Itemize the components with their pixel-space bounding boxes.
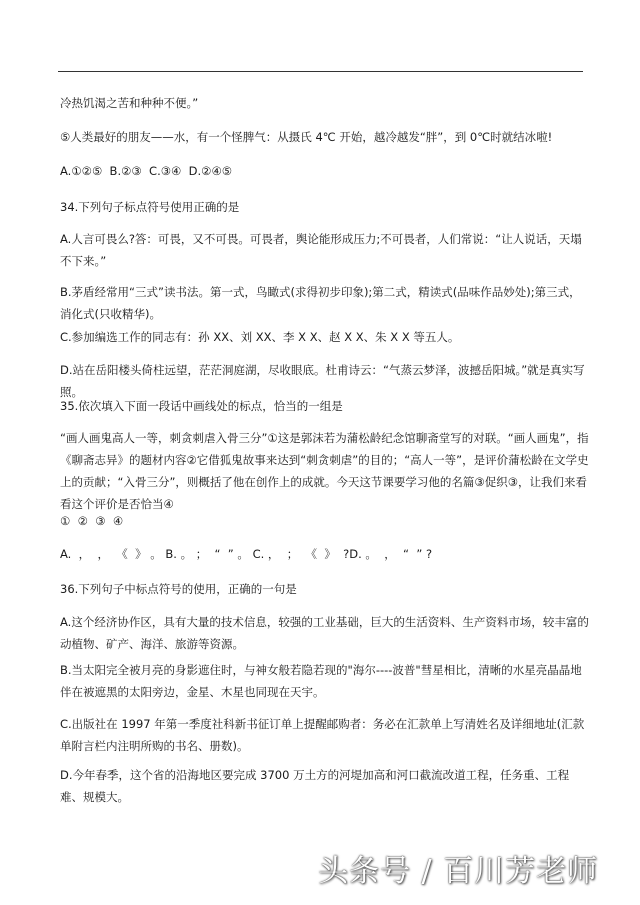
question-35: 35.依次填入下面一段话中画线处的标点，恰当的一组是 xyxy=(60,399,343,413)
question-36-option-b: B.当太阳完全被月亮的身影遮住时，与神女般若隐若现的"海尔----波普"彗星相比，清晰的水星亮晶晶地伴在被遮黑的太阳旁边，金星、木星也同现在天宇。 xyxy=(60,663,582,699)
question-34-option-c: C.参加编选工作的同志有：孙 XX、刘 XX、李 X X、赵 X X、朱 X X 等五人。 xyxy=(60,330,460,344)
question-34-option-d: D.站在岳阳楼头倚柱远望，茫茫洞庭湖，尽收眼底。杜甫诗云：“气蒸云梦泽，波撼岳阳城。”就是真实写照。 xyxy=(60,363,585,399)
text-line-2: ⑤人类最好的朋友——水，有一个怪脾气：从摄氏 4℃ 开始，越冷越发“胖”，到 0℃时就结冰啦! xyxy=(60,130,553,144)
question-36-option-a: A.这个经济协作区，具有大量的技术信息，较强的工业基础，巨大的生活资料、生产资料市场，较丰富的动植物、矿产、海洋、旅游等资源。 xyxy=(60,615,589,651)
question-34-option-b: B.茅盾经常用“三式”读书法。第一式，鸟瞰式(求得初步印象);第二式，精读式(品味作品妙处);第三式，消化式(只收精华)。 xyxy=(60,285,581,321)
question-34-option-a: A.人言可畏么?答：可畏，又不可畏。可畏者，舆论能形成压力;不可畏者，人们常说：“让人说话，天塌不下来。” xyxy=(60,232,582,268)
question-35-options: A. ， ， 《 》 。 B. 。 ； “ ” 。 C. ， ； 《 》 ?D. 。 ， “ ” ? xyxy=(60,547,433,561)
header-rule xyxy=(58,71,583,72)
text-line-1: 冷热饥渴之苦和种种不便。” xyxy=(60,96,199,110)
question-34: 34.下列句子标点符号使用正确的是 xyxy=(60,200,240,214)
watermark: 头条号 / 百川芳老师 xyxy=(318,854,599,889)
question-36-option-d: D.今年春季，这个省的沿海地区要完成 3700 万土方的河堤加高和河口截流改道工程，任务重、工程难、规模大。 xyxy=(60,768,570,804)
question-35-passage: “画人画鬼高人一等，刺贪刺虐入骨三分”①这是郭沫若为蒲松龄纪念馆聊斋堂写的对联。“画人画鬼”，指《聊斋志异》的题材内容②它借狐鬼故事来达到“刺贪刺虐”的目的；“高人一等”，是评价蒲松龄在文学史上的贡献；“入骨三分”，则概括了他在创作上的成就。今天这节课要学习他的名篇③促织③，让我们来看看这个评价是否恰当④ xyxy=(60,431,589,511)
question-36-option-c: C.出版社在 1997 年第一季度社科新书征订单上提醒邮购者：务必在汇款单上写清姓名及详细地址(汇款单附言栏内注明所购的书名、册数)。 xyxy=(60,717,585,753)
options-line: A.①②⑤ B.②③ C.③④ D.②④⑤ xyxy=(60,164,233,178)
question-36: 36.下列句子中标点符号的使用，正确的一句是 xyxy=(60,582,297,596)
question-35-numbers: ① ② ③ ④ xyxy=(60,514,124,528)
